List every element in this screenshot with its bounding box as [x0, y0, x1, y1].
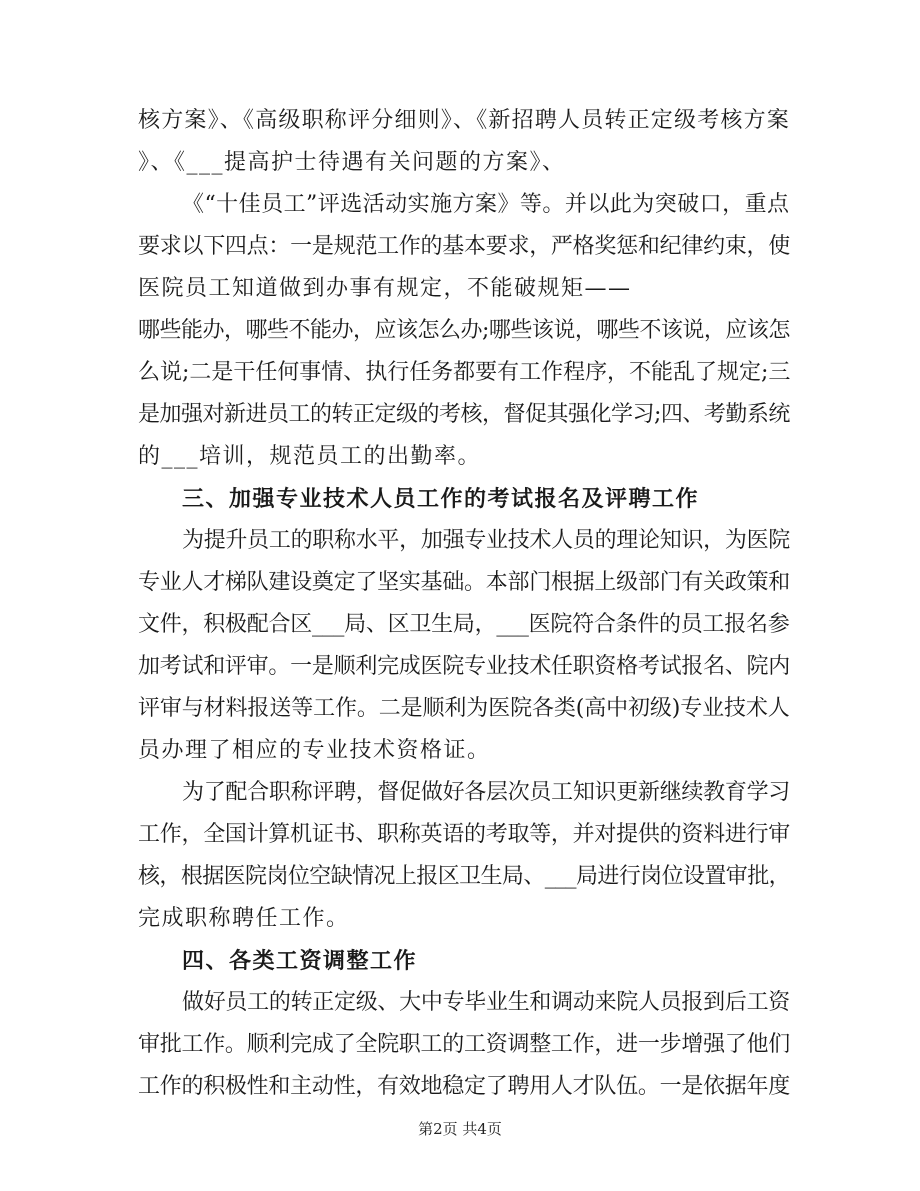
body-text-line: 为提升员工的职称水平，加强专业技术人员的理论知识，为医院	[182, 528, 791, 553]
body-text-line: 完成职称聘任工作。	[138, 906, 350, 931]
body-text-line: 做好员工的转正定级、大中专毕业生和调动来院人员报到后工资	[182, 990, 791, 1015]
body-text-line: 的___培训，规范员工的出勤率。	[138, 444, 482, 469]
page-footer: 第2页 共4页	[418, 1120, 502, 1138]
body-text-line: 核方案》、《高级职称评分细则》、《新招聘人员转正定级考核方案	[138, 108, 791, 133]
section-heading: 四、各类工资调整工作	[182, 948, 418, 974]
body-text-line: 专业人才梯队建设奠定了坚实基础。本部门根据上级部门有关政策和	[138, 570, 791, 595]
body-text-line: 评审与材料报送等工作。二是顺利为医院各类(高中初级)专业技术人	[138, 696, 790, 721]
body-text-line: 《“十佳员工”评选活动实施方案》等。并以此为突破口，重点	[182, 192, 790, 217]
section-heading: 三、加强专业技术人员工作的考试报名及评聘工作	[182, 486, 700, 512]
body-text-line: 加考试和评审。一是顺利完成医院专业技术任职资格考试报名、院内	[138, 654, 791, 679]
body-text-line: 医院员工知道做到办事有规定，不能破规矩——	[138, 276, 632, 301]
body-text-line: 么说;二是干任何事情、执行任务都要有工作程序，不能乱了规定;三	[138, 360, 791, 385]
body-text-line: 工作的积极性和主动性，有效地稳定了聘用人才队伍。一是依据年度	[138, 1074, 791, 1099]
body-text-line: 是加强对新进员工的转正定级的考核，督促其强化学习;四、考勤系统	[138, 402, 790, 427]
body-text-line: 工作，全国计算机证书、职称英语的考取等，并对提供的资料进行审	[138, 822, 791, 847]
body-text-line: 员办理了相应的专业技术资格证。	[138, 738, 491, 763]
body-text-line: 文件，积极配合区___局、区卫生局，___医院符合条件的员工报名参	[138, 612, 790, 637]
body-text-line: 核，根据医院岗位空缺情况上报区卫生局、___局进行岗位设置审批，	[138, 864, 791, 889]
body-text-line: 哪些能办，哪些不能办，应该怎么办;哪些该说，哪些不该说，应该怎	[138, 318, 790, 343]
body-text-line: 审批工作。顺利完成了全院职工的工资调整工作，进一步增强了他们	[138, 1032, 791, 1057]
body-text-line: 为了配合职称评聘，督促做好各层次员工知识更新继续教育学习	[182, 780, 791, 805]
body-text-line: 要求以下四点：一是规范工作的基本要求，严格奖惩和纪律约束，使	[138, 234, 791, 259]
body-text-line: 》、《___提高护士待遇有关问题的方案》、	[138, 150, 566, 175]
